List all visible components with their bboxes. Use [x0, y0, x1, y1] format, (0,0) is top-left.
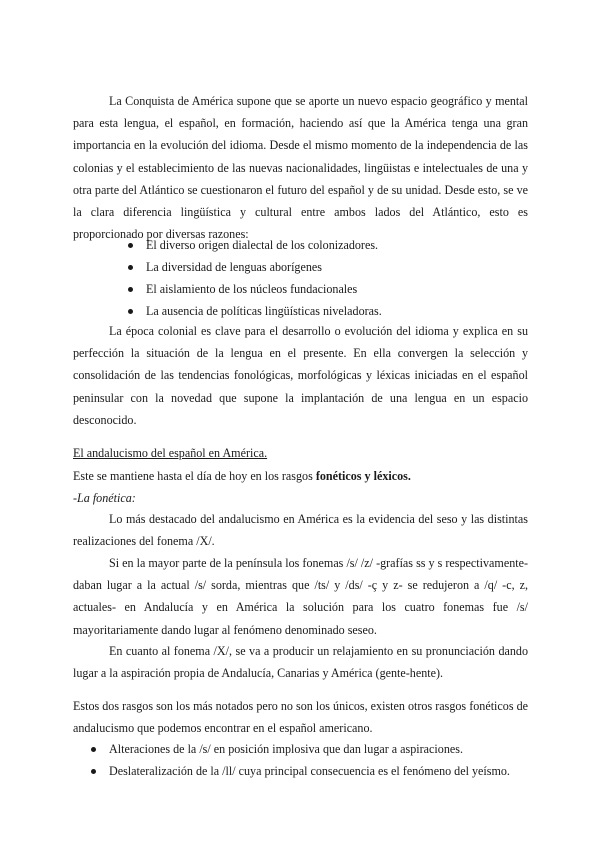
list-item: La diversidad de lenguas aborígenes	[128, 256, 382, 278]
closing-paragraph: Estos dos rasgos son los más notados pero no son los únicos, existen otros rasgos fonéticos de andalucismo que podemos encontrar en el español americano.	[73, 699, 528, 736]
section-heading: El andalucismo del español en América.	[73, 446, 268, 460]
bullet-icon	[91, 747, 96, 752]
list-item: El diverso origen dialectal de los colonizadores.	[128, 234, 382, 256]
list-item: El aislamiento de los núcleos fundacionales	[128, 278, 382, 300]
subheading-fonetica: -La fonética:	[73, 491, 136, 505]
closing-list	[91, 738, 510, 782]
bullet-icon	[128, 243, 133, 248]
list-item: Alteraciones de la /s/ en posición implosiva que dan lugar a aspiraciones.	[91, 738, 510, 760]
bullet-icon	[91, 769, 96, 774]
bullet-icon	[128, 309, 133, 314]
section-intro: Este se mantiene hasta el día de hoy en los rasgos fonéticos y léxicos.	[73, 469, 411, 483]
intro-paragraph-2: La época colonial es clave para el desarrollo o evolución del idioma y explica en su perfección la situación de la lengua en el presente. En ella convergen la selección y consolidación de las tendencias fonológicas, morfológicas y léxicas iniciadas en el español peninsular con la novedad que supone la implantación de una lengua en un espacio desconocido.	[73, 324, 528, 427]
fonetica-paragraph-3: En cuanto al fonema /X/, se va a producir un relajamiento en su pronunciación dando lugar a la aspiración propia de Andalucía, Canarias y América (gente-hente).	[73, 644, 528, 681]
bullet-icon	[128, 287, 133, 292]
bullet-icon	[128, 265, 133, 270]
fonetica-paragraph-2: Si en la mayor parte de la península los fonemas /s/ /z/ -grafías ss y s respectivamente- daban lugar a la actual /s/ sorda, mientras que /ts/ y /ds/ -ç y z- se redujeron a /q/ -c, z, actuales- en Andalucía y en América la solución para los cuatro fonemas fue /s/ mayoritariamente dando lugar al fenómeno denominado seseo.	[73, 556, 528, 637]
reasons-list	[128, 234, 382, 322]
list-item: Deslateralización de la /ll/ cuya principal consecuencia es el fenómeno del yeísmo.	[91, 760, 510, 782]
list-item: La ausencia de políticas lingüísticas niveladoras.	[128, 300, 382, 322]
intro-paragraph-1: La Conquista de América supone que se aporte un nuevo espacio geográfico y mental para esta lengua, el español, en formación, haciendo así que la América tenga una gran importancia en la evolución del idioma. Desde el mismo momento de la independencia de las colonias y el establecimiento de las nuevas nacionalidades, lingüistas e intelectuales de una y otra parte del Atlántico se cuestionaron el futuro del español y de su unidad. Desde esto, se ve la clara diferencia lingüística y cultural entre ambos lados del Atlántico, esto es proporcionado por diversas razones:	[73, 94, 528, 242]
fonetica-paragraph-1: Lo más destacado del andalucismo en América es la evidencia del seso y las distintas realizaciones del fonema /X/.	[73, 512, 528, 549]
